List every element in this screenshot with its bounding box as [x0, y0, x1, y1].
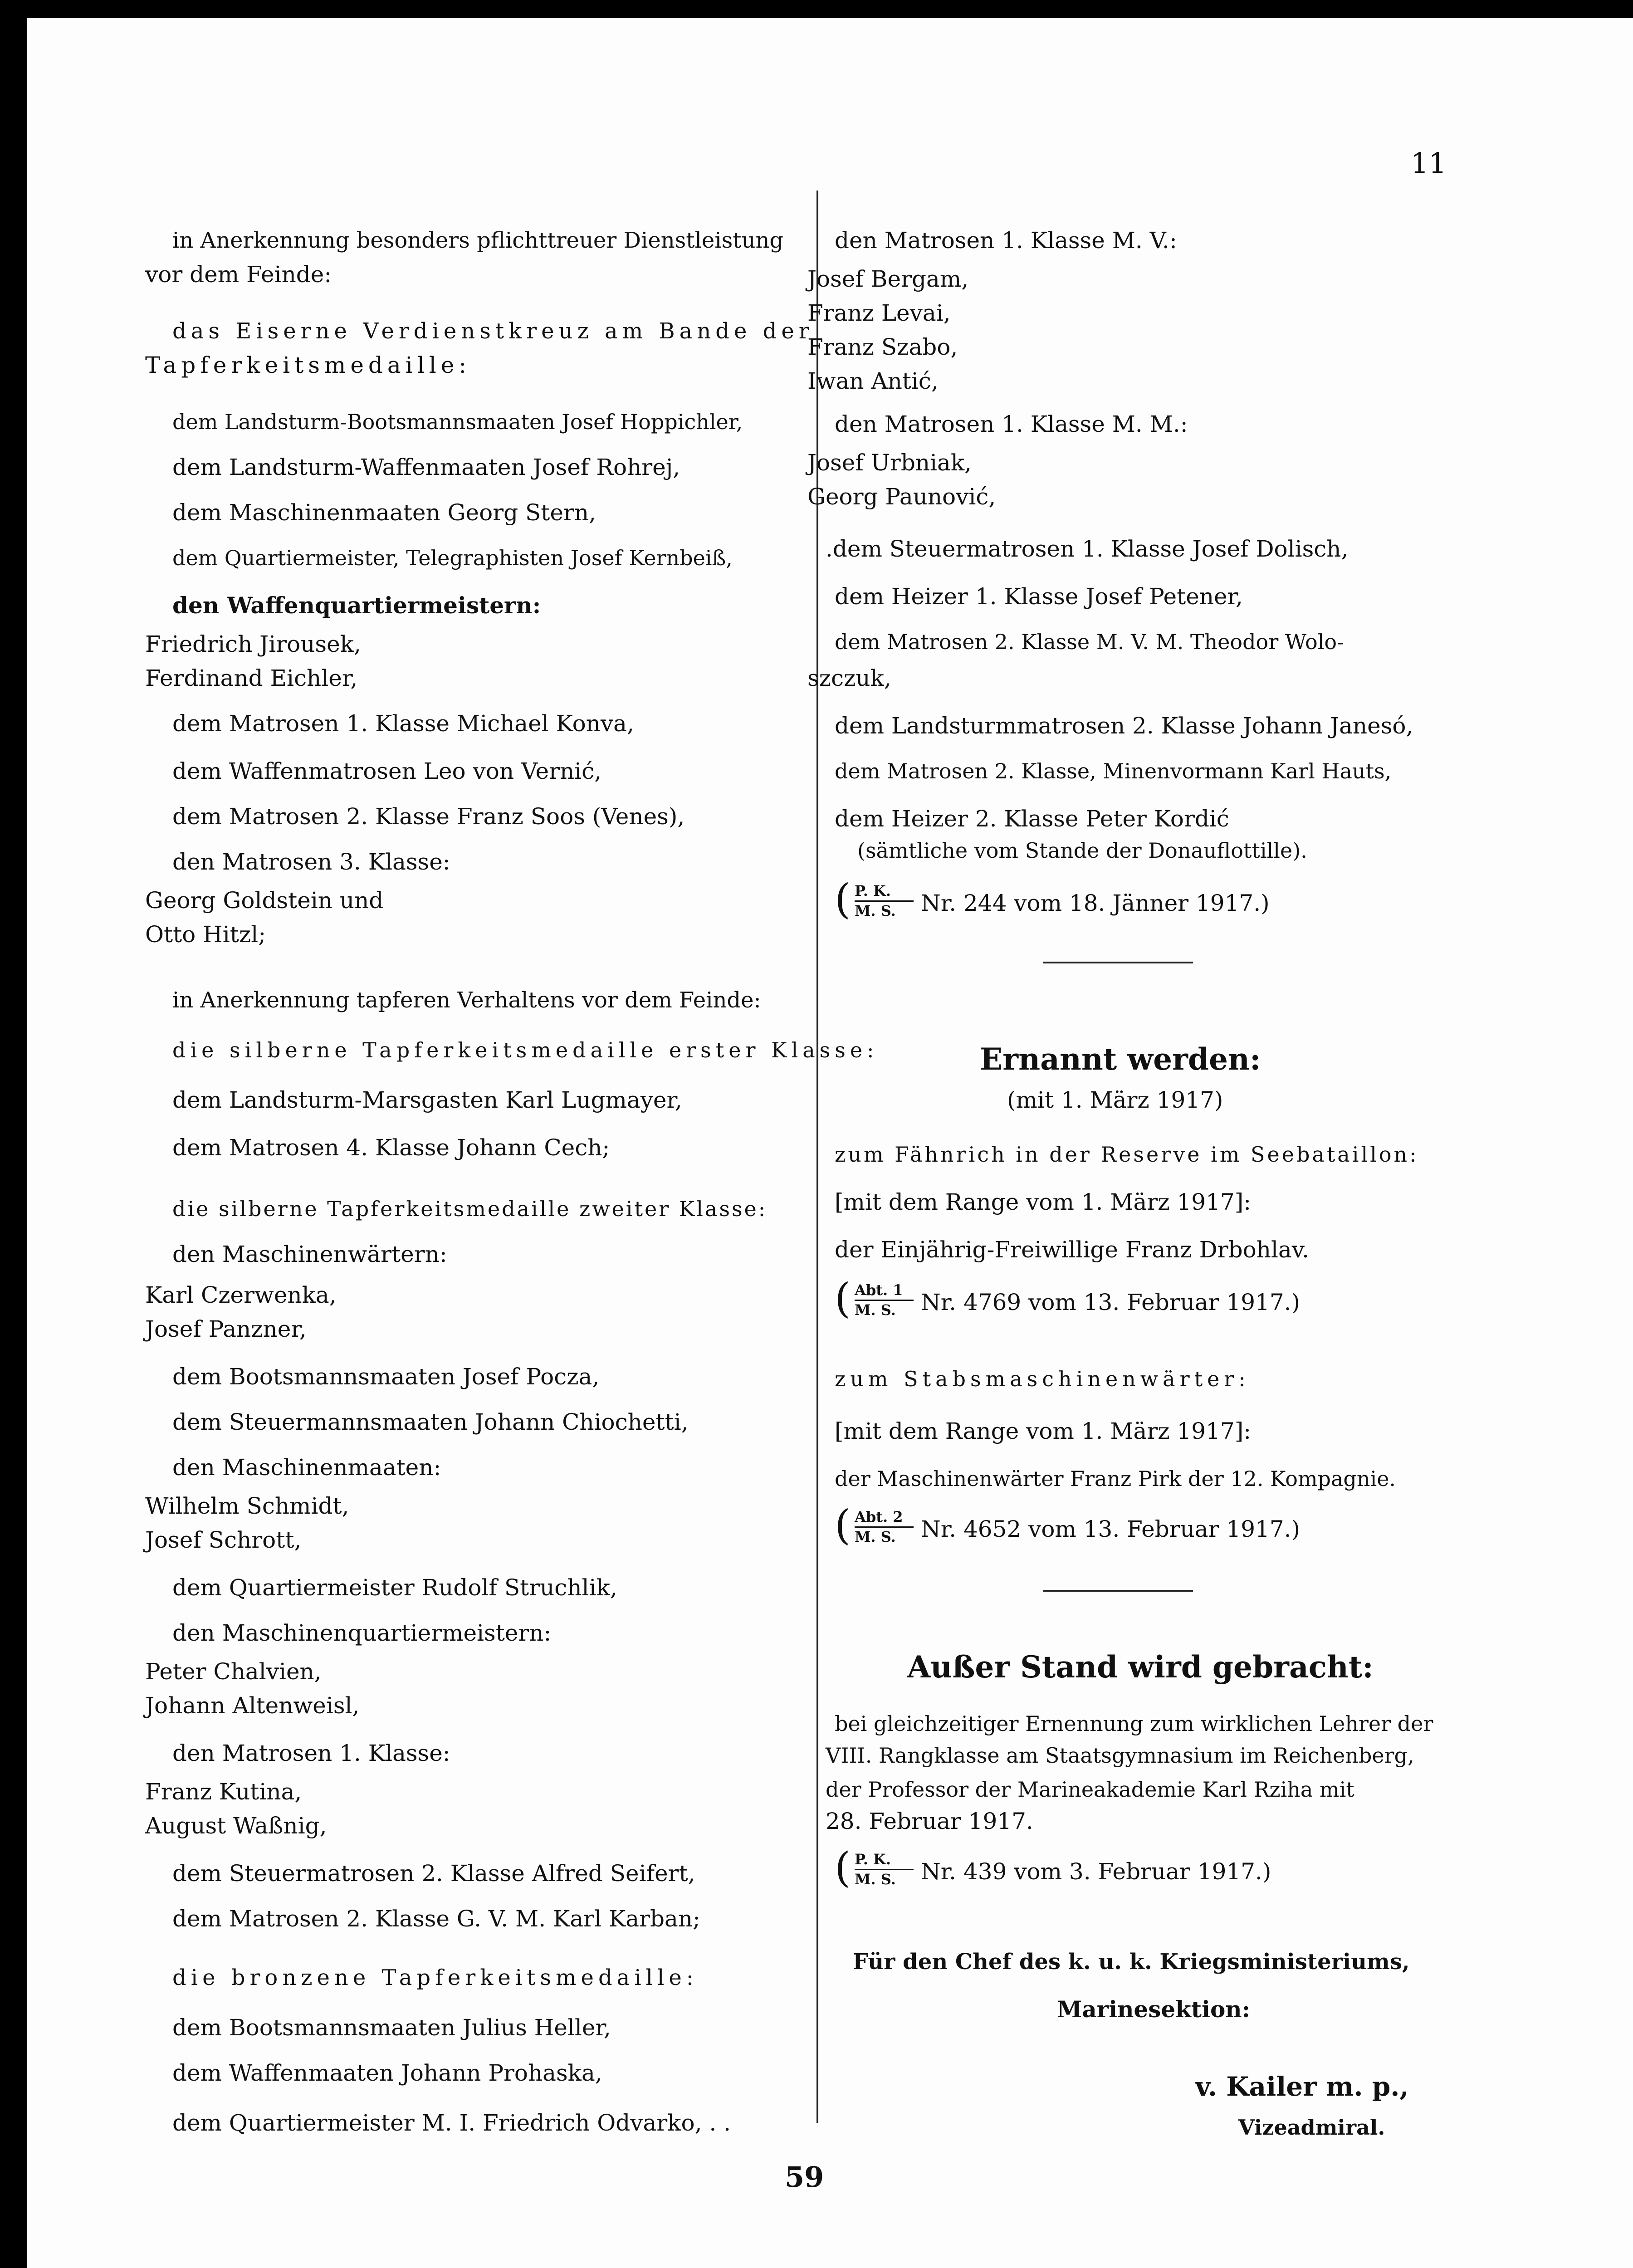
text-line: den Maschinenmaaten:	[172, 1454, 441, 1481]
text-line: August Waßnig,	[145, 1813, 327, 1839]
text-line: VIII. Rangklasse am Staatsgymnasium im Reichenberg,	[826, 1743, 1414, 1768]
text-line: der Professor der Marineakademie Karl Rziha mit	[826, 1777, 1354, 1802]
text-line: den Maschinenquartiermeistern:	[172, 1620, 552, 1646]
text-line: Karl Czerwenka,	[145, 1282, 337, 1308]
reference-denominator: M. S.	[855, 1301, 896, 1319]
text-line: das Eiserne Verdienstkreuz am Bande der	[172, 318, 814, 344]
text-line: den Matrosen 1. Klasse M. V.:	[835, 227, 1177, 254]
reference-numerator: Abt. 2	[855, 1508, 903, 1525]
text-line: Josef Urbniak,	[807, 450, 972, 476]
text-line: den Matrosen 1. Klasse:	[172, 1740, 450, 1766]
text-line: der Maschinenwärter Franz Pirk der 12. Kompagnie.	[835, 1466, 1396, 1491]
text-line: Georg Goldstein und	[145, 887, 384, 914]
text-line: 28. Februar 1917.	[826, 1808, 1033, 1834]
text-line: dem Matrosen 2. Klasse M. V. M. Theodor Wolo-	[835, 630, 1344, 654]
text-line: dem Matrosen 2. Klasse G. V. M. Karl Karban;	[172, 1906, 700, 1932]
text-line: dem Matrosen 2. Klasse, Minenvormann Karl Hauts,	[835, 759, 1392, 783]
page-number-bottom: 59	[785, 2160, 824, 2194]
text-line: den Matrosen 1. Klasse M. M.:	[835, 411, 1188, 437]
column-divider	[816, 191, 818, 2123]
text-line: den Waffenquartiermeistern:	[172, 592, 541, 619]
text-line: dem Heizer 1. Klasse Josef Petener,	[835, 583, 1243, 610]
reference-text: Nr. 439 vom 3. Februar 1917.)	[921, 1858, 1271, 1885]
reference-text: Nr. 244 vom 18. Jänner 1917.)	[921, 890, 1270, 916]
text-line: dem Quartiermeister M. I. Friedrich Odvarko, . .	[172, 2110, 731, 2136]
text-line: Josef Bergam,	[807, 266, 969, 292]
text-line: dem Landsturm-Bootsmannsmaaten Josef Hoppichler,	[172, 410, 743, 434]
text-line: dem Landsturm-Marsgasten Karl Lugmayer,	[172, 1087, 682, 1113]
text-line: Iwan Antić,	[807, 368, 939, 394]
text-line: (mit 1. März 1917)	[1007, 1087, 1223, 1113]
signature-name: v. Kailer m. p.,	[1195, 2071, 1409, 2102]
text-line: dem Steuermatrosen 2. Klasse Alfred Seifert,	[172, 1860, 695, 1887]
reference-text: Nr. 4652 vom 13. Februar 1917.)	[921, 1516, 1301, 1542]
reference-denominator: M. S.	[855, 1528, 896, 1545]
reference-numerator: Abt. 1	[855, 1281, 903, 1299]
text-line: in Anerkennung tapferen Verhaltens vor dem Feinde:	[172, 987, 761, 1013]
text-line: Wilhelm Schmidt,	[145, 1493, 349, 1519]
text-line: [mit dem Range vom 1. März 1917]:	[835, 1189, 1252, 1215]
text-line: dem Landsturm-Waffenmaaten Josef Rohrej,	[172, 454, 680, 480]
text-line: dem Bootsmannsmaaten Julius Heller,	[172, 2014, 611, 2041]
page-number-top: 11	[1411, 147, 1447, 180]
text-line: bei gleichzeitiger Ernennung zum wirklichen Lehrer der	[835, 1711, 1433, 1736]
text-line: zum Stabsmaschinenwärter:	[835, 1367, 1250, 1391]
text-line: dem Matrosen 2. Klasse Franz Soos (Venes),	[172, 803, 685, 830]
text-line: Franz Levai,	[807, 300, 951, 326]
text-line: .dem Steuermatrosen 1. Klasse Josef Dolisch,	[826, 536, 1349, 562]
section-rule	[1043, 1590, 1193, 1592]
text-line: vor dem Feinde:	[145, 261, 332, 288]
signature-block-line: Marinesektion:	[1057, 1996, 1251, 2023]
text-line: (sämtliche vom Stande der Donauflottille).	[857, 838, 1307, 863]
text-line: Franz Kutina,	[145, 1779, 302, 1805]
section-heading-ausser-stand: Außer Stand wird gebracht:	[907, 1649, 1374, 1685]
text-line: den Matrosen 3. Klasse:	[172, 849, 450, 875]
text-line: der Einjährig-Freiwillige Franz Drbohlav.	[835, 1237, 1309, 1263]
text-line: dem Maschinenmaaten Georg Stern,	[172, 499, 596, 526]
text-line: dem Steuermannsmaaten Johann Chiochetti,	[172, 1409, 689, 1435]
text-line: den Maschinenwärtern:	[172, 1241, 447, 1267]
text-line: dem Landsturmmatrosen 2. Klasse Johann Janesó,	[835, 713, 1413, 739]
text-line: die bronzene Tapferkeitsmedaille:	[172, 1965, 698, 1990]
text-line: Tapferkeitsmedaille:	[145, 352, 471, 378]
text-line: dem Heizer 2. Klasse Peter Kordić	[835, 806, 1229, 832]
text-line: Josef Schrott,	[145, 1527, 302, 1553]
text-line: szczuk,	[807, 665, 891, 691]
section-heading-ernannt: Ernannt werden:	[980, 1041, 1261, 1077]
text-line: zum Fähnrich in der Reserve im Seebataillon:	[835, 1142, 1419, 1167]
text-line: die silberne Tapferkeitsmedaille erster Klasse:	[172, 1038, 879, 1062]
text-line: dem Waffenmatrosen Leo von Vernić,	[172, 758, 602, 784]
text-line: in Anerkennung besonders pflichttreuer Dienstleistung	[172, 228, 784, 253]
text-line: Georg Paunović,	[807, 484, 996, 510]
text-line: dem Quartiermeister, Telegraphisten Josef Kernbeiß,	[172, 546, 733, 570]
text-line: Otto Hitzl;	[145, 921, 266, 948]
signature-block-line: Für den Chef des k. u. k. Kriegsministeriums,	[853, 1949, 1410, 1975]
reference-numerator: P. K.	[855, 882, 891, 899]
text-line: dem Waffenmaaten Johann Prohaska,	[172, 2060, 602, 2086]
reference-text: Nr. 4769 vom 13. Februar 1917.)	[921, 1289, 1301, 1315]
text-line: Franz Szabo,	[807, 334, 958, 360]
document-page: 11 in Anerkennung besonders pflichttreuer Dienstleistung vor dem Feinde: das Eiserne Verdienstkreuz am Bande der Tapferkeitsmedaille: dem Landsturm-Bootsmannsmaaten Josef Hoppichler, dem Landsturm-Waffenmaaten Josef Rohrej, dem Maschinenmaaten Georg Stern, dem Quartiermeister, Telegraphisten Josef Kernbeiß, den Waffenquartiermeistern: Friedrich Jirousek, Ferdinand Eichler, dem Matrosen 1. Klasse Michael Konva, dem Waffenmatrosen Leo von Vernić, dem Matrosen 2. Klasse Franz Soos (Venes), den Matrosen 3. Klasse: Georg Goldstein und Otto Hitzl; in Anerkennung tapferen Verhaltens vor dem Feinde: die silberne Tapferkeitsmedaille erster Klasse: dem Landsturm-Marsgasten Karl Lugmayer, dem Matrosen 4. Klasse Johann Cech; die silberne Tapferkeitsmedaille zweiter Klasse: den Maschinenwärtern: Karl Czerwenka, Josef Panzner, dem Bootsmannsmaaten Josef Pocza, dem Steuermannsmaaten Johann Chiochetti, den Maschinenmaaten: Wilhelm Schmidt, Josef Schrott, dem Quartiermeister Rudolf Struchlik, den Maschinenquartiermeistern: Peter Chalvien, Johann Altenweisl, den Matrosen 1. Klasse: Franz Kutina, August Waßnig, dem Steuermatrosen 2. Klasse Alfred Seifert, dem Matrosen 2. Klasse G. V. M. Karl Karban; die bronzene Tapferkeitsmedaille: dem Bootsmannsmaaten Julius Heller, dem Waffenmaaten Johann Prohaska, dem Quartiermeister M. I. Friedrich Odvarko, . . den Matrosen 1. Klasse M. V.: Josef Bergam, Franz Levai, Franz Szabo, Iwan Antić, den Matrosen 1. Klasse M. M.: Josef Urbniak, Georg Paunović, .dem Steuermatrosen 1. Klasse Josef Dolisch, dem Heizer 1. Klasse Josef Petener, dem Matrosen 2. Klasse M. V. M. Theodor Wolo- szczuk, dem Landsturmmatrosen 2. Klasse Johann Janesó, dem Matrosen 2. Klasse, Minenvormann Karl Hauts, dem Heizer 2. Klasse Peter Kordić (sämtliche vom Stande der Donauflottille). ( P. K. M. S. Nr. 244 vom 18. Jänner 1917.) Ernannt werden: (mit 1. März 1917) zum Fähnrich in der Reserve im Seebataillon: [mit dem Range vom 1. März 1917]: der Einjährig-Freiwillige Franz Drbohlav. ( Abt. 1 M. S. Nr. 4769 vom 13. Februar 1917.) zum Stabsmaschinenwärter: [mit dem Range vom 1. März 1917]: der Maschinenwärter Franz Pirk der 12. Kompagnie. ( Abt. 2 M. S. Nr. 4652 vom 13. Februar 1917.) Außer Stand wird gebracht: bei gleichzeitiger Ernennung zum wirklichen Lehrer der VIII. Rangklasse am Staatsgymnasium im Reichenberg, der Professor der Marineakademie Karl Rziha mit 28. Februar 1917. ( P. K. M. S. Nr. 439 vom 3. Februar 1917.) Für den Chef des k. u. k. Kriegsministeriums, Marinesektion: v. Kailer m. p., Vizeadmiral. 59	[27, 18, 1633, 2268]
text-line: dem Matrosen 4. Klasse Johann Cech;	[172, 1134, 610, 1161]
reference-denominator: M. S.	[855, 902, 896, 919]
text-line: dem Matrosen 1. Klasse Michael Konva,	[172, 710, 634, 737]
text-line: Ferdinand Eichler,	[145, 665, 358, 691]
reference-numerator: P. K.	[855, 1851, 891, 1868]
text-line: Johann Altenweisl,	[145, 1692, 360, 1719]
section-rule	[1043, 962, 1193, 963]
text-line: dem Quartiermeister Rudolf Struchlik,	[172, 1574, 617, 1601]
text-line: dem Bootsmannsmaaten Josef Pocza,	[172, 1364, 600, 1390]
text-line: Peter Chalvien,	[145, 1658, 322, 1685]
text-line: die silberne Tapferkeitsmedaille zweiter Klasse:	[172, 1197, 768, 1221]
signature-title: Vizeadmiral.	[1238, 2115, 1385, 2140]
text-line: Josef Panzner,	[145, 1316, 307, 1342]
text-line: [mit dem Range vom 1. März 1917]:	[835, 1418, 1252, 1444]
text-line: Friedrich Jirousek,	[145, 631, 361, 657]
reference-denominator: M. S.	[855, 1871, 896, 1888]
